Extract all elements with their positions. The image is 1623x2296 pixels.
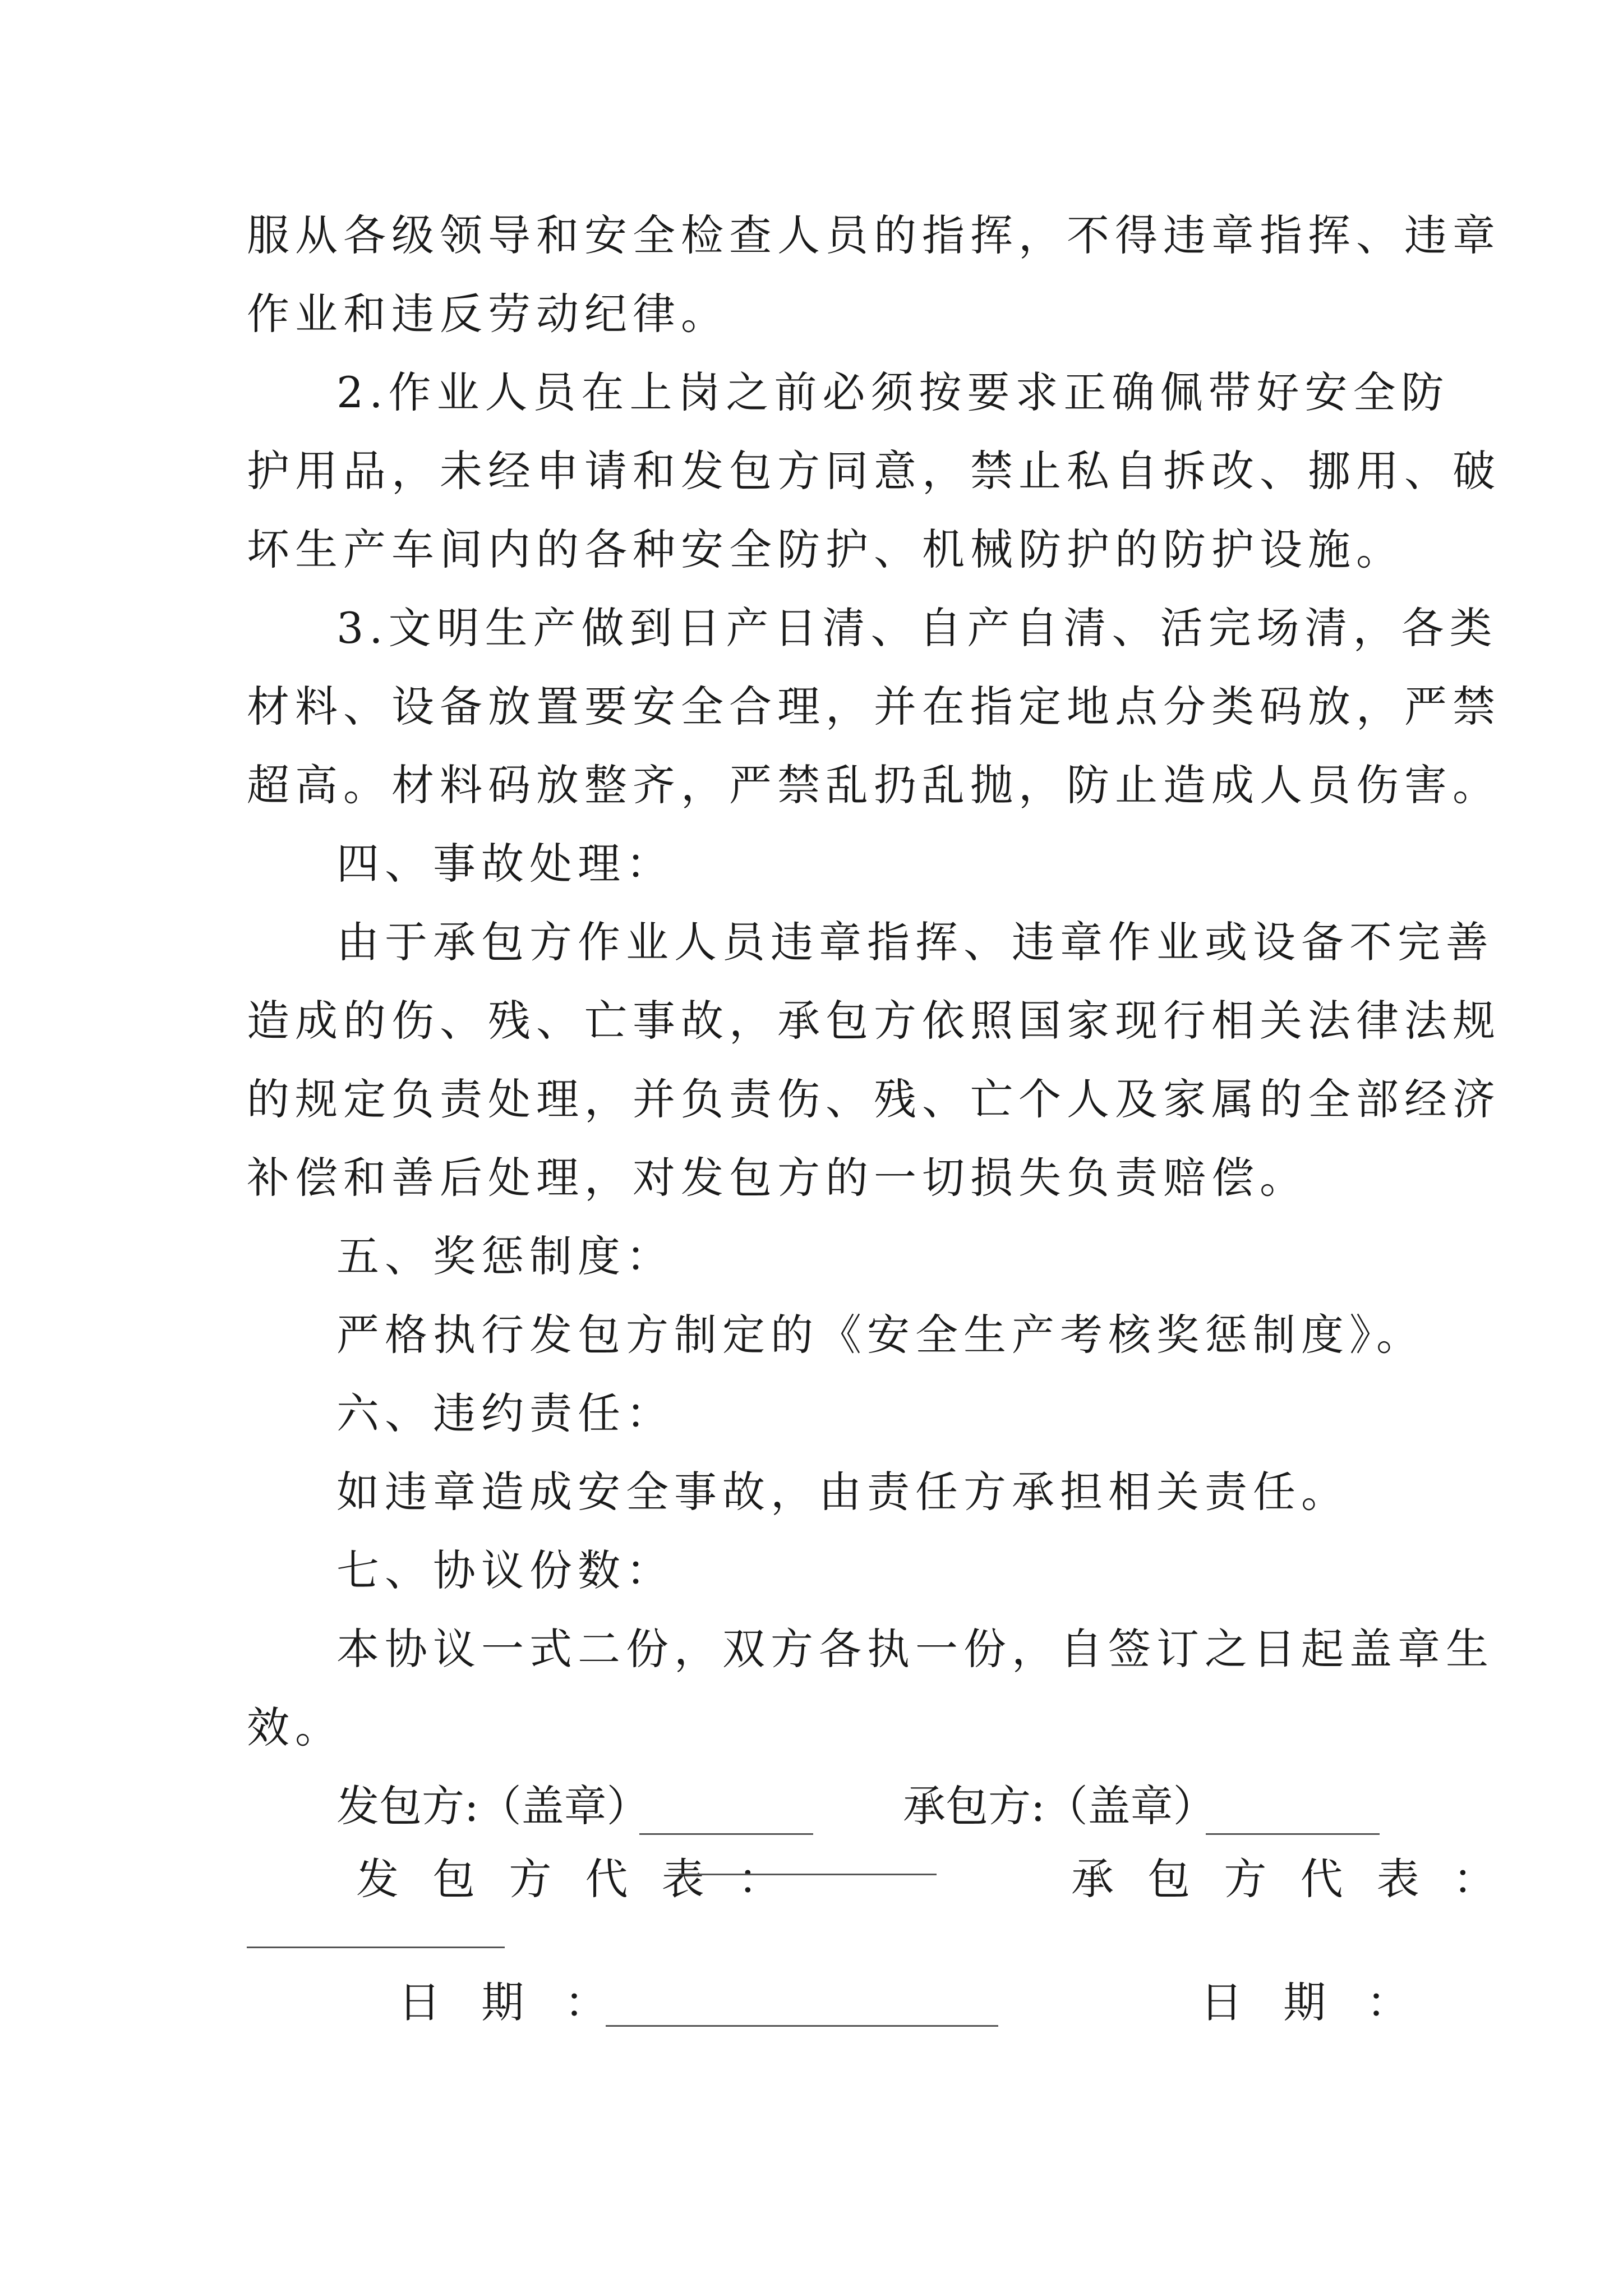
- paragraph-line: 的规定负责处理，并负责伤、残、亡个人及家属的全部经济: [247, 1074, 1501, 1124]
- party-b-seal-field: [1206, 1833, 1380, 1835]
- paragraph-line: 效。: [247, 1703, 343, 1752]
- party-b-seal-label: 承包方:（盖章）: [903, 1781, 1216, 1831]
- paragraph-line: 造成的伤、残、亡事故，承包方依照国家现行相关法律法规: [247, 996, 1501, 1046]
- paragraph-line: 3.文明生产做到日产日清、自产自清、活完场清，各类: [336, 603, 1498, 653]
- date-a-field: [606, 2025, 998, 2027]
- paragraph-line: 坏生产车间内的各种安全防护、机械防护的防护设施。: [247, 524, 1404, 574]
- paragraph-line: 服从各级领导和安全检查人员的指挥，不得违章指挥、违章: [247, 210, 1501, 260]
- date-b-label: 日 期 ：: [1200, 1977, 1423, 2027]
- paragraph-line: 由于承包方作业人员违章指挥、违章作业或设备不完善: [336, 917, 1494, 967]
- paragraph-line: 如违章造成安全事故，由责任方承担相关责任。: [336, 1467, 1349, 1517]
- section-heading: 六、违约责任：: [336, 1388, 674, 1438]
- section-heading: 七、协议份数：: [336, 1545, 674, 1595]
- paragraph-line: 护用品，未经申请和发包方同意，禁止私自拆改、挪用、破: [247, 446, 1501, 496]
- party-a-seal-field: [639, 1833, 813, 1835]
- paragraph-line: 严格执行发包方制定的《安全生产考核奖惩制度》。: [336, 1310, 1424, 1360]
- party-a-rep-field: [679, 1874, 937, 1875]
- party-a-rep-label: 发 包 方 代 表 ：: [356, 1854, 791, 1904]
- paragraph-line: 补偿和善后处理，对发包方的一切损失负责赔偿。: [247, 1153, 1308, 1203]
- paragraph-line: 材料、设备放置要安全合理，并在指定地点分类码放，严禁: [247, 682, 1501, 731]
- paragraph-line: 作业和违反劳动纪律。: [247, 289, 729, 339]
- paragraph-line: 2.作业人员在上岗之前必须按要求正确佩带好安全防: [336, 367, 1450, 417]
- section-heading: 五、奖惩制度：: [336, 1231, 674, 1281]
- section-heading: 四、事故处理：: [336, 839, 674, 889]
- party-b-rep-field: [247, 1947, 505, 1948]
- party-a-seal-label: 发包方:（盖章）: [336, 1781, 649, 1831]
- paragraph-line: 超高。材料码放整齐，严禁乱扔乱抛，防止造成人员伤害。: [247, 760, 1501, 810]
- date-a-label: 日 期 ：: [398, 1977, 621, 2027]
- paragraph-line: 本协议一式二份，双方各执一份，自签订之日起盖章生: [336, 1624, 1494, 1674]
- party-b-rep-label: 承 包 方 代 表 ：: [1071, 1854, 1506, 1904]
